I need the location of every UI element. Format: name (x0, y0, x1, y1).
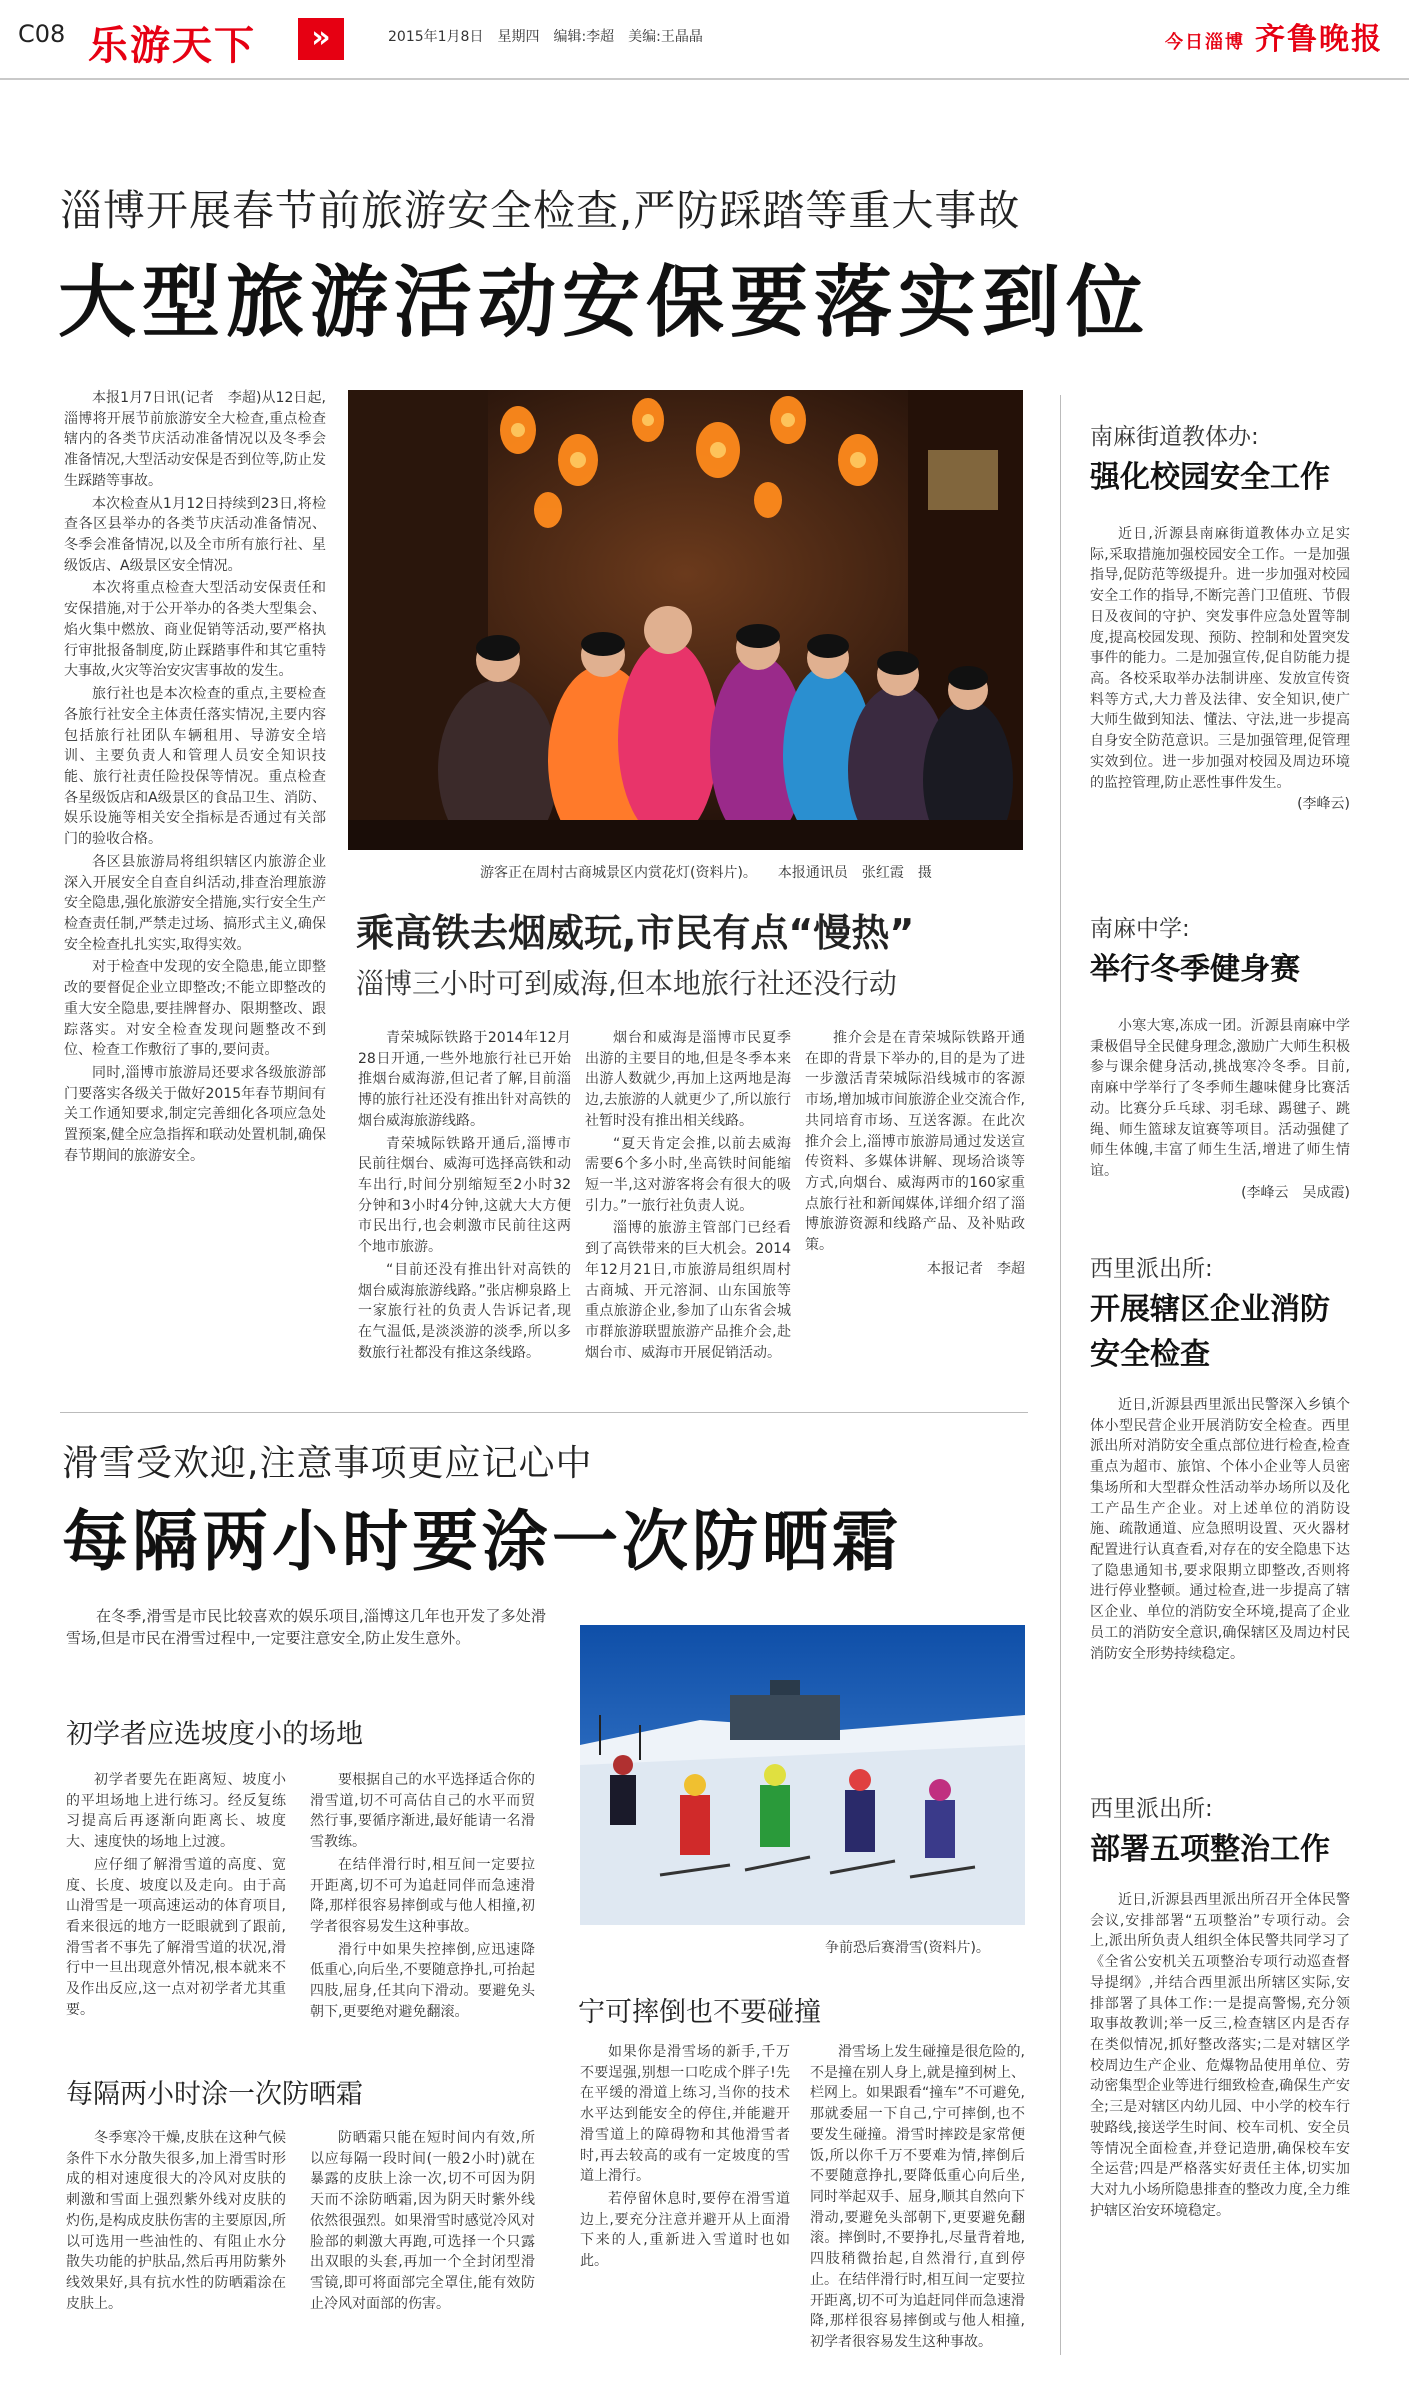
story3-col1 (66, 1770, 286, 2023)
sidebar-text: 近日,沂源县南麻街道教体办立足实际,采取措施加强校园安全工作。一是加强指导,促防范等级提升。进一步加强对校园安全工作的指导,不断完善门卫值班、节假日及夜间的守护、突发事件应急处置等制度,提高校园发现、预防、控制和处置突发事件的能力。二是加强宣传,促自防能力提高。各校采取举办法制讲座、发放宣传资料等方式,大力普及法律、安全知识,使广大师生做到知法、懂法、守法,进一步提高自身安全防范意识。三是加强管理,促管理实效到位。进一步加强对校园及周边环境的监控管理,防止恶性事件发生。 (1090, 526, 1350, 791)
sidebar-kicker: 南麻中学: (1090, 916, 1190, 942)
paragraph: 初学者要先在距离短、坡度小的平坦场地上进行练习。经反复练习提高后再逐渐向距离长、坡度大、速度快的场地上过渡。 (66, 1772, 286, 1851)
paragraph: 滑行中如果失控摔倒,应迅速降低重心,向后坐,不要随意挣扎,可抬起四肢,屈身,任其向下滑动。要避免头朝下,更要绝对避免翻滚。 (310, 1941, 535, 2020)
paragraph: 同时,淄博市旅游局还要求各级旅游部门要落实各级关于做好2015年春节期间有关工作通知要求,制定完善细化各项应急处置预案,健全应急指挥和联动处置机制,确保春节期间的旅游安全。 (64, 1065, 326, 1164)
paragraph: 对于检查中发现的安全隐患,能立即整改的要督促企业立即整改;不能立即整改的重大安全隐患,要挂牌督办、限期整改、跟踪落实。对安全检查发现问题整改不到位、检查工作敷衍了事的,要问责。 (64, 959, 326, 1059)
paragraph: 烟台和威海是淄博市民夏季出游的主要目的地,但是冬季本来出游人数就少,再加上这两地是海边,去旅游的人就更少了,所以旅行社暂时没有推出相关线路。 (585, 1030, 791, 1129)
ski-photo-caption: 争前恐后赛滑雪(资料片)。 (825, 1940, 990, 1956)
sidebar-divider (1060, 395, 1061, 2355)
story2-subhead: 淄博三小时可到威海,但本地旅行社还没行动 (356, 967, 897, 1000)
paragraph: 推介会是在青荣城际铁路开通在即的背景下举办的,目的是为了进一步激活青荣城际沿线城市的客源市场,增加城市间旅游企业交流合作,共同培育市场、互送客源。在此次推介会上,淄博市旅游局通过发送宣传资料、多媒体讲解、现场洽谈等方式,向烟台、威海两市的160家重点旅行社和新闻媒体,详细介绍了淄博旅游资源和线路产品、及补贴政策。 (805, 1030, 1025, 1254)
paragraph: 本次检查从1月12日持续到23日,将检查各区县举办的各类节庆活动准备情况、冬季会准备情况,以及全市所有旅行社、星级饭店、A级景区安全情况。 (64, 495, 326, 574)
story3-kicker: 滑雪受欢迎,注意事项更应记心中 (62, 1443, 593, 1484)
paragraph: 若停留休息时,要停在滑雪道边上,要充分注意并避开从上面滑下来的人,重新进入雪道时也如此。 (580, 2191, 790, 2270)
story3-col6 (810, 2042, 1025, 2355)
sidebar-headline: 部署五项整治工作 (1090, 1832, 1330, 1867)
page-header (0, 0, 1409, 78)
paragraph: 滑雪场上发生碰撞是很危险的,不是撞在别人身上,就是撞到树上、栏网上。如果跟看“撞车”不可避免,那就委屈一下自己,宁可摔倒,也不要发生碰撞。滑雪时摔跤是家常便饭,所以你千万不要难为情,摔倒后不要随意挣扎,要降低重心向后坐,同时举起双手、屈身,顺其自然向下滑动,要避免头部朝下,更要避免翻滚。摔倒时,不要挣扎,尽量背着地,四肢稍微抬起,自然滑行,直到停止。在结伴滑行时,相互间一定要拉开距离,切不可为追赶同伴而急速滑降,那样很容易摔倒或与他人相撞,初学者很容易发生这种事故。 (810, 2044, 1025, 2351)
ski-photo-illustration (580, 1625, 1025, 1925)
sidebar-item (1090, 418, 1350, 813)
sidebar-headline: 强化校园安全工作 (1090, 460, 1330, 495)
story3-col4 (310, 2128, 535, 2316)
paragraph: 如果你是滑雪场的新手,千万不要逞强,别想一口吃成个胖子!先在平缓的滑道上练习,当你的技术水平达到能安全的停住,并能避开滑雪道上的障碍物和其他滑雪者时,再去较高的或有一定坡度的雪道上滑行。 (580, 2044, 790, 2185)
sidebar-headline: 举行冬季健身赛 (1090, 952, 1300, 987)
paragraph: 本次将重点检查大型活动安保责任和安保措施,对于公开举办的各类大型集会、焰火集中燃放、商业促销等活动,要严格执行审批报备制度,防止踩踏事件和其它重特大事故,火灾等治安灾害事故的发生。 (64, 580, 326, 680)
sidebar-text: 近日,沂源县西里派出民警深入乡镇个体小型民营企业开展消防安全检查。西里派出所对消防安全重点部位进行检查,检查重点为超市、旅馆、个体小企业等人员密集场所和大型群众性活动举办场所以及化工产品生产企业。对上述单位的消防设施、疏散通道、应急照明设置、灭火器材配置进行认真查看,对存在的安全隐患下达了隐患通知书,要求限期立即整改,否则将进行停业整顿。通过检查,进一步提高了辖区企业、单位的消防安全环境,提高了企业员工的消防安全意识,确保辖区及周边村民消防安全形势持续稳定。 (1090, 1397, 1350, 1662)
story3-col5 (580, 2042, 790, 2274)
chevron-right-icon: » (298, 18, 344, 60)
sidebar-kicker: 西里派出所: (1090, 1256, 1213, 1282)
issue-meta: 2015年1月8日 星期四 编辑:李超 美编:王晶晶 (388, 29, 703, 45)
sidebar-item (1090, 910, 1350, 1202)
story3-subhead-3: 宁可摔倒也不要碰撞 (578, 1997, 821, 2028)
sidebar-kicker: 西里派出所: (1090, 1796, 1213, 1822)
paragraph: 各区县旅游局将组织辖区内旅游企业深入开展安全自查自纠活动,排查治理旅游安全隐患,强化旅游安全措施,实行安全生产检查责任制,严禁走过场、搞形式主义,确保安全检查扎扎实实,取得实效。 (64, 853, 326, 953)
header-rule (0, 78, 1409, 80)
lantern-photo-caption: 游客正在周村古商城景区内赏花灯(资料片)。 本报通讯员 张红霞 摄 (480, 865, 932, 881)
story3-subhead-1: 初学者应选坡度小的场地 (66, 1719, 363, 1750)
paragraph: 青荣城际铁路开通后,淄博市民前往烟台、威海可选择高铁和动车出行,时间分别缩短至2小时32分钟和3小时4分钟,这就大大方便市民出行,也会刺激市民前往这两个地市旅游。 (358, 1135, 571, 1256)
story2-byline: 本报记者 李超 (927, 1260, 1025, 1277)
paragraph: “夏天肯定会推,以前去威海需要6个多小时,坐高铁时间能缩短一半,这对游客将会有很大的吸引力。”一旅行社负责人说。 (585, 1135, 791, 1214)
paragraph: 冬季寒冷干燥,皮肤在这种气候条件下水分散失很多,加上滑雪时形成的相对速度很大的冷风对皮肤的刺激和雪面上强烈紫外线对皮肤的灼伤,是构成皮肤伤害的主要原因,所以可选用一些油性的、有阻止水分散失功能的护肤品,然后再用防紫外线效果好,具有抗水性的防晒霜涂在皮肤上。 (66, 2130, 286, 2312)
page-number: C08 (18, 20, 66, 48)
sidebar-text: 近日,沂源县西里派出所召开全体民警会议,安排部署“五项整治”专项行动。会上,派出所负责人组织全体民警共同学习了《全省公安机关五项整治专项行动巡查督导提纲》,并结合西里派出所辖区实际,安排部署了具体工作:一是提高警惕,充分领取事故教训;举一反三,检查辖区内是否存在类似情况,抓好整改落实;二是对辖区学校周边生产企业、危爆物品使用单位、劳动密集型企业等进行细致检查,确保生产安全;三是对辖区内幼儿园、中小学的校车行驶路线,接送学生时间、校车司机、安全员等情况全面检查,并登记造册,确保校车安全运营;四是严格落实好责任主体,切实加大对九小场所隐患排查的整改力度,全力维护辖区治安环境稳定。 (1090, 1892, 1350, 2219)
lantern-photo-illustration (348, 390, 1023, 850)
paragraph: 要根据自己的水平选择适合你的滑雪道,切不可高估自己的水平而贸然行事,要循序渐进,最好能请一名滑雪教练。 (310, 1772, 535, 1851)
story1-body (64, 388, 326, 1169)
paragraph: 应仔细了解滑雪道的高度、宽度、长度、坡度以及走向。由于高山滑雪是一项高速运动的体育项目,看来很远的地方一眨眼就到了跟前,滑雪者不事先了解滑雪道的状况,滑行中一旦出现意外情况,根本就来不及作出反应,这一点对初学者尤其重要。 (66, 1856, 286, 2018)
story3-col2 (310, 1770, 535, 2025)
paragraph: 淄博的旅游主管部门已经看到了高铁带来的巨大机会。2014年12月21日,市旅游局组织周村古商城、开元溶洞、山东国旅等重点旅游企业,参加了山东省会城市群旅游联盟旅游产品推介会,赴烟台市、威海市开展促销活动。 (585, 1220, 791, 1361)
section-title: 乐游天下 (88, 23, 256, 69)
newspaper-brand (1165, 14, 1383, 58)
brand-name: 齐鲁晚报 (1255, 22, 1383, 57)
lantern-photo (348, 390, 1023, 850)
brand-subtitle: 今日淄博 (1165, 31, 1245, 53)
story3-lead (66, 1605, 546, 1649)
sidebar-byline: (李峰云 吴成霞) (1241, 1184, 1350, 1201)
story3-subhead-2: 每隔两小时涂一次防晒霜 (66, 2079, 363, 2110)
story3-headline: 每隔两小时要涂一次防晒霜 (62, 1503, 902, 1580)
paragraph: 防晒霜只能在短时间内有效,所以应每隔一段时间(一般2小时)就在暴露的皮肤上涂一次,切不可因为阴天而不涂防晒霜,因为阴天时紫外线依然很强烈。如果滑雪时感觉冷风对脸部的刺激大再跑,可选择一个只露出双眼的头套,再加一个全封闭型滑雪镜,即可将面部完全罩住,能有效防止冷风对面部的伤害。 (310, 2130, 535, 2312)
paragraph: 在冬季,滑雪是市民比较喜欢的娱乐项目,淄博这几年也开发了多处滑雪场,但是市民在滑雪过程中,一定要注意安全,防止发生意外。 (66, 1607, 546, 1648)
sidebar-byline: (李峰云) (1297, 796, 1350, 813)
story1-headline: 大型旅游活动安保要落实到位 (58, 258, 1151, 348)
sidebar-headline: 开展辖区企业消防安全检查 (1090, 1292, 1330, 1372)
paragraph: “目前还没有推出针对高铁的烟台威海旅游线路。”张店柳泉路上一家旅行社的负责人告诉记者,现在气温低,是淡淡游的淡季,所以多数旅行社都没有推这条线路。 (358, 1261, 571, 1361)
sidebar-text: 小寒大寒,冻成一团。沂源县南麻中学秉极倡导全民健身理念,激励广大师生积极参与课余健身活动,挑战寒冷冬季。目前,南麻中学举行了冬季师生趣味健身比赛活动。比赛分乒乓球、羽毛球、踢毽子、跳绳、师生篮球友谊赛等项目。活动强健了师生体魄,丰富了师生生活,增进了师生情谊。 (1090, 1018, 1350, 1180)
story2-headline: 乘高铁去烟威玩,市民有点“慢热” (356, 911, 915, 955)
story2-col3 (805, 1028, 1025, 1278)
sidebar-item (1090, 1250, 1350, 1664)
paragraph: 旅行社也是本次检查的重点,主要检查各旅行社安全主体责任落实情况,主要内容包括旅行社团队车辆租用、导游安全培训、主要负责人和管理人员安全知识技能、旅行社责任险投保等情况。重点检查各星级饭店和A级景区的食品卫生、消防、娱乐设施等相关安全指标是否通过有关部门的验收合格。 (64, 686, 326, 848)
ski-photo (580, 1625, 1025, 1925)
paragraph: 青荣城际铁路于2014年12月28日开通,一些外地旅行社已开始推烟台威海游,但记者了解,目前淄博的旅行社还没有推出针对高铁的烟台威海旅游线路。 (358, 1030, 571, 1129)
sidebar-kicker: 南麻街道教体办: (1090, 424, 1259, 450)
paragraph: 在结伴滑行时,相互间一定要拉开距离,切不可为追赶同伴而急速滑降,那样很容易摔倒或与他人相撞,初学者很容易发生这种事故。 (310, 1856, 535, 1936)
story2-col2 (585, 1028, 791, 1366)
story3-col3 (66, 2128, 286, 2316)
section-divider (60, 1412, 1028, 1413)
paragraph: 本报1月7日讯(记者 李超)从12日起,淄博将开展节前旅游安全大检查,重点检查辖内的各类节庆活动准备情况以及冬季会准备情况,大型活动安保是否到位等,防止发生踩踏等事故。 (64, 390, 326, 489)
sidebar-item (1090, 1790, 1350, 2222)
story1-kicker: 淄博开展春节前旅游安全检查,严防踩踏等重大事故 (60, 186, 1021, 235)
story2-col1 (358, 1028, 571, 1366)
